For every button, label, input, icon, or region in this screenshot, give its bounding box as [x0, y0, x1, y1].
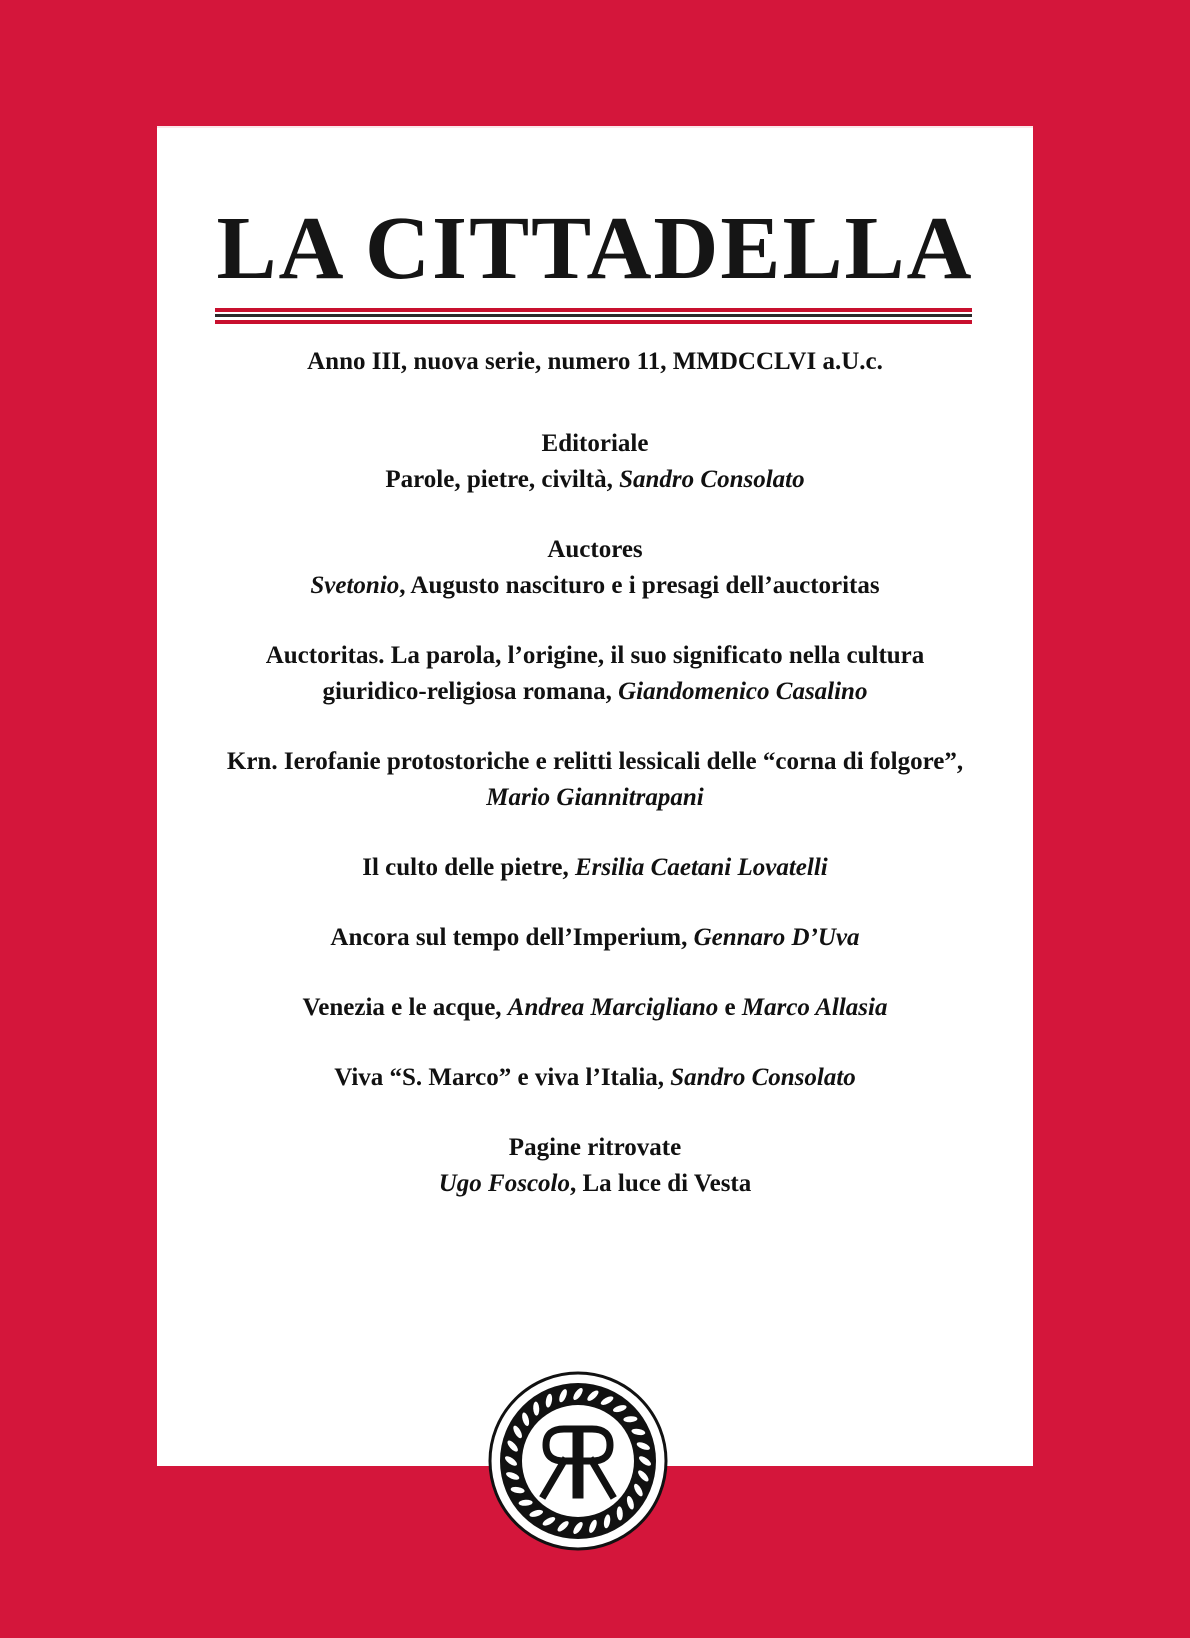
entry-title: Viva “S. Marco” e viva l’Italia,	[334, 1064, 671, 1091]
entry-conjunction: e	[718, 994, 742, 1021]
section-heading: Editoriale	[541, 430, 649, 457]
double-r-laurel-emblem-icon	[488, 1371, 668, 1551]
entry-title: Krn. Ierofanie protostoriche e relitti lessicali delle “corna di folgore”,	[226, 748, 964, 775]
entry-line	[157, 462, 1033, 498]
entry-title: Parole, pietre, civiltà,	[385, 466, 620, 493]
entry-author: Gennaro D’Uva	[693, 924, 860, 951]
entry-line	[157, 568, 1033, 604]
entry-author: Svetonio	[310, 572, 400, 599]
toc-entry-pagine	[157, 1130, 1033, 1202]
toc-entry-venezia	[157, 990, 1033, 1026]
title-rule-red-bottom	[215, 320, 972, 324]
entry-title: Ancora sul tempo dell’Imperium,	[330, 924, 694, 951]
entry-title: Venezia e le acque,	[302, 994, 508, 1021]
cover-panel	[157, 126, 1033, 1466]
entry-line	[157, 920, 1033, 956]
entry-line	[157, 990, 1033, 1026]
table-of-contents	[157, 426, 1033, 1236]
toc-entry-imperium	[157, 920, 1033, 956]
entry-author: Sandro Consolato	[670, 1064, 856, 1091]
entry-author: Mario Giannitrapani	[486, 784, 704, 811]
entry-author: Marco Allasia	[741, 994, 888, 1021]
entry-title: Il culto delle pietre,	[362, 854, 575, 881]
section-heading: Auctores	[547, 536, 643, 563]
entry-line	[157, 674, 1033, 710]
entry-author: Ugo Foscolo	[438, 1170, 570, 1197]
entry-title: Auctoritas. La parola, l’origine, il suo significato nella cultura	[265, 642, 925, 669]
entry-author: Sandro Consolato	[619, 466, 805, 493]
entry-author: Andrea Marcigliano	[507, 994, 719, 1021]
toc-entry-editoriale	[157, 426, 1033, 498]
entry-line	[157, 1060, 1033, 1096]
entry-author: Ersilia Caetani Lovatelli	[574, 854, 828, 881]
issue-line: Anno III, nuova serie, numero 11, MMDCCLVI a.U.c.	[307, 348, 883, 375]
toc-entry-krn	[157, 744, 1033, 816]
entry-title: , Augusto nascituro e i presagi dell’auctoritas	[399, 572, 880, 599]
title-rule-red-top	[215, 308, 972, 312]
entry-line	[157, 850, 1033, 886]
toc-entry-auctores	[157, 532, 1033, 604]
toc-entry-viva	[157, 1060, 1033, 1096]
entry-author: Giandomenico Casalino	[618, 678, 868, 705]
entry-title: giuridico-religiosa romana,	[322, 678, 619, 705]
toc-entry-culto	[157, 850, 1033, 886]
entry-line	[157, 1166, 1033, 1202]
title-rule-black	[215, 314, 972, 317]
magazine-title: LA CITTADELLA	[216, 199, 974, 298]
section-heading: Pagine ritrovate	[508, 1134, 682, 1161]
toc-entry-auctoritas	[157, 638, 1033, 710]
entry-title: , La luce di Vesta	[569, 1170, 752, 1197]
